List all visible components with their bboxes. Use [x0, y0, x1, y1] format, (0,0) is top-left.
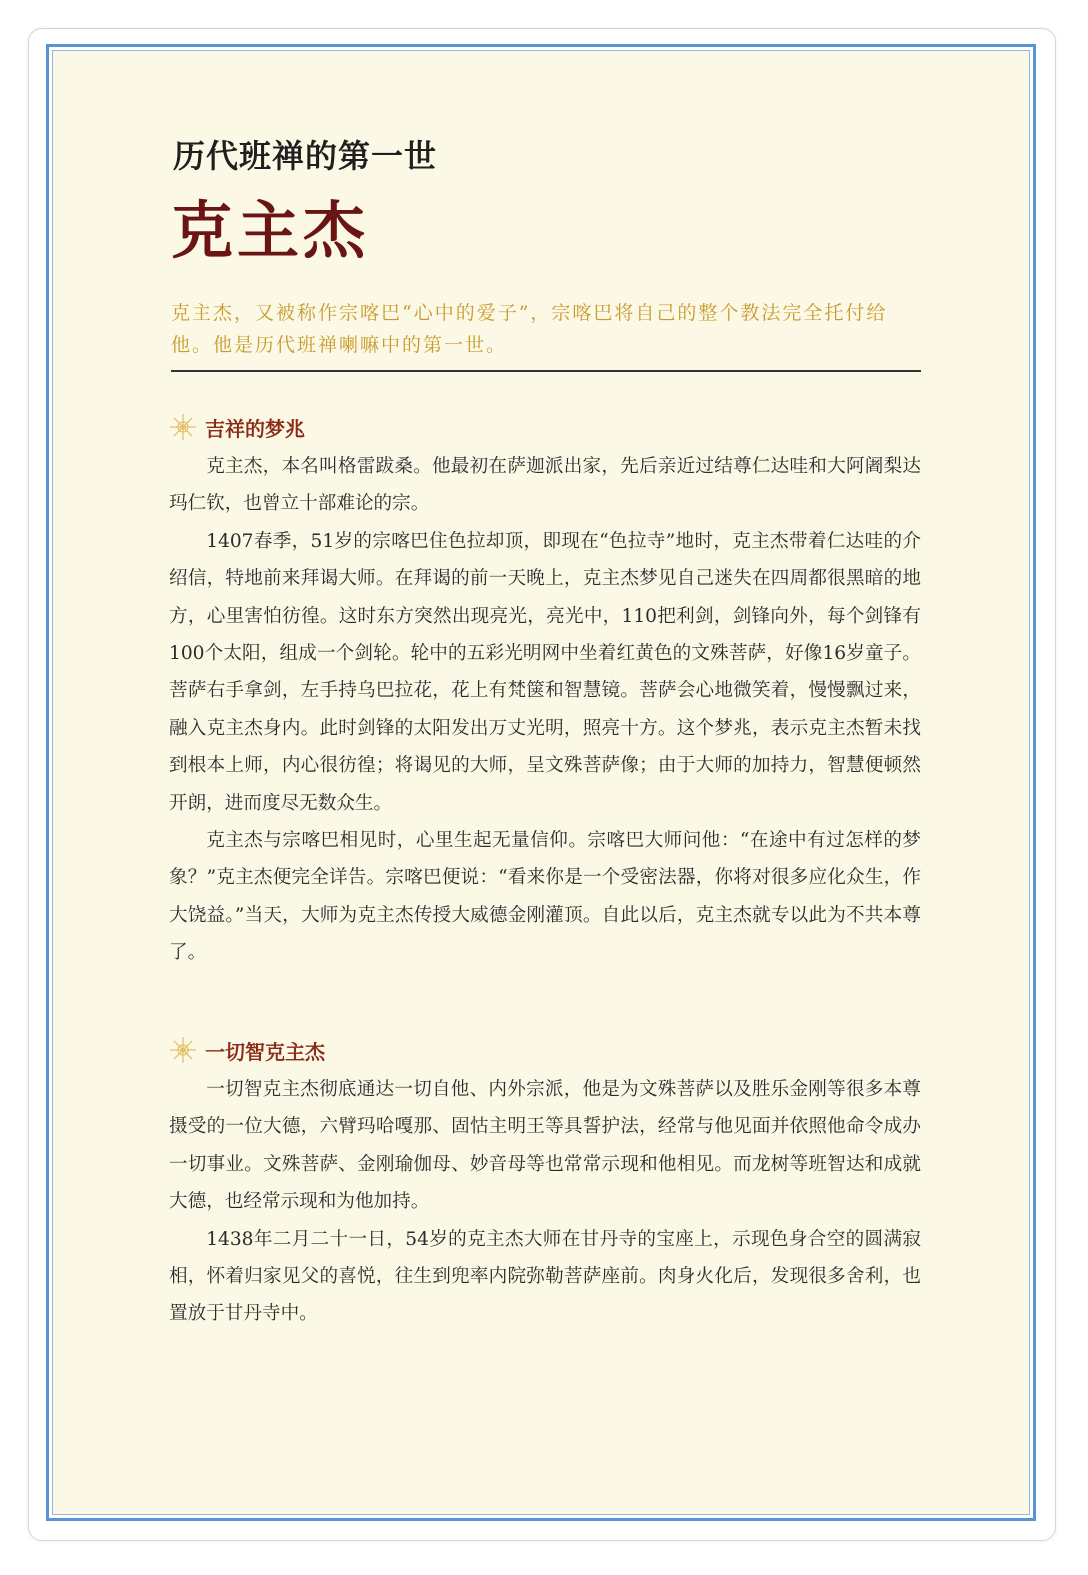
body-paragraph: 一切智克主杰彻底通达一切自他、内外宗派，他是为文殊菩萨以及胜乐金刚等很多本尊摄受的一位大德，六臂玛哈嘎那、固怙主明王等具誓护法，经常与他见面并依照他命令成办一切事业。文殊菩萨、金刚瑜伽母、妙音母等也常常示现和他相见。而龙树等班智达和成就大德，也经常示现和为他加持。	[169, 1079, 921, 1213]
section-heading-label: 一切智克主杰	[205, 1039, 325, 1064]
page-content	[53, 51, 1029, 1514]
body-paragraph: 1438年二月二十一日，54岁的克主杰大师在甘丹寺的宝座上，示现色身合空的圆满寂相，怀着归家见父的喜悦，往生到兜率内院弥勒菩萨座前。肉身火化后，发现很多舍利，也置放于甘丹寺中。	[169, 1228, 921, 1325]
page-kicker: 历代班禅的第一世	[173, 137, 438, 175]
page-title: 克主杰	[171, 194, 370, 267]
body-paragraph: 1407春季，51岁的宗喀巴住色拉却顶，即现在“色拉寺”地时，克主杰带着仁达哇的介绍信，特地前来拜谒大师。在拜谒的前一天晚上，克主杰梦见自己迷失在四周都很黑暗的地方，心里害怕彷徨。这时东方突然出现亮光，亮光中，110把利剑，剑锋向外，每个剑锋有100个太阳，组成一个剑轮。轮中的五彩光明网中坐着红黄色的文殊菩萨，好像16岁童子。菩萨右手拿剑，左手持乌巴拉花，花上有梵箧和智慧镜。菩萨会心地微笑着，慢慢飘过来，融入克主杰身内。此时剑锋的太阳发出万丈光明，照亮十方。这个梦兆，表示克主杰暂未找到根本上师，内心很彷徨；将谒见的大师，呈文殊菩萨像；由于大师的加持力，智慧便顿然开朗，进而度尽无数众生。	[169, 530, 921, 814]
section-body-auspicious-dream	[169, 448, 921, 972]
dharma-wheel-icon	[169, 413, 197, 441]
section-heading-label: 吉祥的梦兆	[205, 416, 305, 441]
body-paragraph: 克主杰，本名叫格雷跋桑。他最初在萨迦派出家，先后亲近过结尊仁达哇和大阿阇梨达玛仁钦，也曾立十部难论的宗。	[169, 456, 921, 515]
intro-divider	[171, 370, 921, 372]
section-heading-auspicious-dream	[169, 410, 305, 444]
section-body-omniscient	[169, 1071, 921, 1333]
dharma-wheel-icon	[169, 1036, 197, 1064]
body-paragraph: 克主杰与宗喀巴相见时，心里生起无量信仰。宗喀巴大师问他：“在途中有过怎样的梦象？”克主杰便完全详告。宗喀巴便说：“看来你是一个受密法器，你将对很多应化众生，作大饶益。”当天，大师为克主杰传授大威德金刚灌顶。自此以后，克主杰就专以此为不共本尊了。	[169, 830, 921, 964]
section-heading-omniscient	[169, 1033, 325, 1067]
intro-paragraph: 克主杰，又被称作宗喀巴“心中的爱子”，宗喀巴将自己的整个教法完全托付给他。他是历代班禅喇嘛中的第一世。	[171, 302, 888, 356]
